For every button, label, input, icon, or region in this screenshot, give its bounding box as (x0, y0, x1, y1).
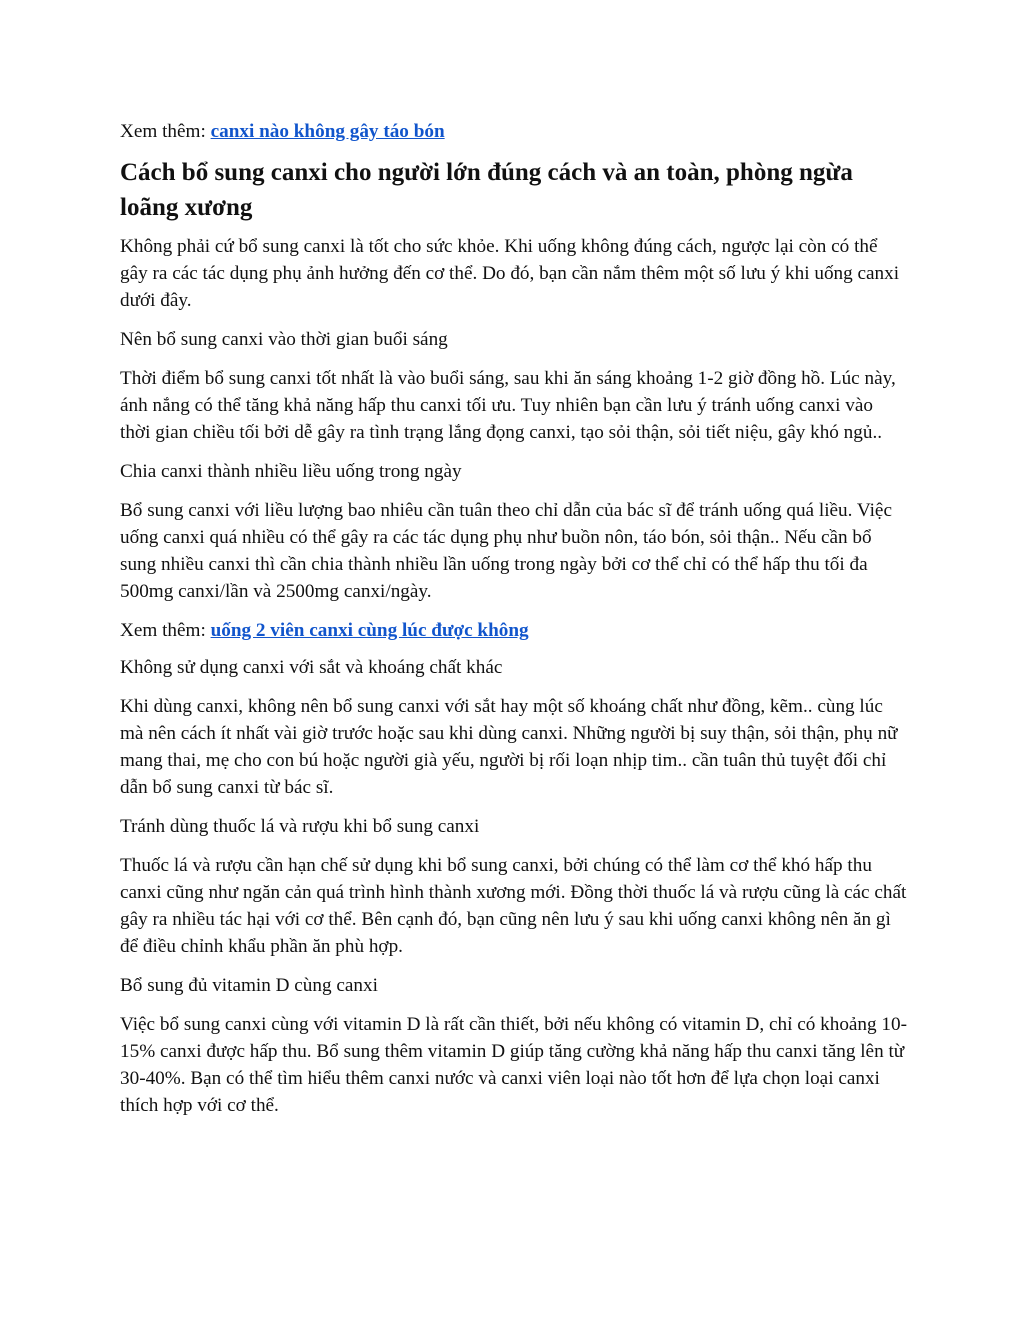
section-body-split-doses: Bổ sung canxi với liều lượng bao nhiêu cần tuân theo chỉ dẫn của bác sĩ để tránh uống quá liều. Việc uống canxi quá nhiều có thể gây ra các tác dụng phụ như buồn nôn, táo bón, sỏi thận.. Nếu cần bổ sung nhiều canxi thì cần chia thành nhiều lần uống trong ngày bởi cơ thể chỉ có thể hấp thu tối đa 500mg canxi/lần và 2500mg canxi/ngày. (120, 500, 892, 602)
section-body-vitamin-d: Việc bổ sung canxi cùng với vitamin D là rất cần thiết, bởi nếu không có vitamin D, chỉ có khoảng 10-15% canxi được hấp thu. Bổ sung thêm vitamin D giúp tăng cường khả năng hấp thu canxi tăng lên từ 30-40%. Bạn có thể tìm hiểu thêm canxi nước và canxi viên loại nào tốt hơn để lựa chọn loại canxi thích hợp với cơ thể. (120, 1014, 907, 1116)
section-body-iron-minerals: Khi dùng canxi, không nên bổ sung canxi với sắt hay một số khoáng chất như đồng, kẽm.. cùng lúc mà nên cách ít nhất vài giờ trước hoặc sau khi dùng canxi. Những người bị suy thận, sỏi thận, phụ nữ mang thai, mẹ cho con bú hoặc người già yếu, người bị rối loạn nhịp tim.. cần tuân thủ tuyệt đối chỉ dẫn bổ sung canxi từ bác sĩ. (120, 696, 898, 798)
see-more-link-2[interactable]: uống 2 viên canxi cùng lúc được không (210, 620, 529, 641)
see-more-prefix: Xem thêm: (120, 620, 211, 641)
see-more-link-1[interactable]: canxi nào không gây táo bón (210, 121, 445, 142)
section-body-tobacco-alcohol: Thuốc lá và rượu cần hạn chế sử dụng khi bổ sung canxi, bởi chúng có thể làm cơ thể khó hấp thu canxi cũng như ngăn cản quá trình hình thành xương mới. Đồng thời thuốc lá và rượu cũng là các chất gây ra nhiều tác hại với cơ thể. Bên cạnh đó, bạn cũng nên lưu ý sau khi uống canxi không nên ăn gì để điều chỉnh khẩu phần ăn phù hợp. (120, 855, 907, 957)
see-more-prefix: Xem thêm: (120, 121, 211, 142)
article-heading: Cách bổ sung canxi cho người lớn đúng cách và an toàn, phòng ngừa loãng xương (120, 159, 853, 221)
document-page (120, 118, 908, 1131)
section-body-morning: Thời điểm bổ sung canxi tốt nhất là vào buổi sáng, sau khi ăn sáng khoảng 1-2 giờ đồng hồ. Lúc này, ánh nắng có thể tăng khả năng hấp thu canxi tối ưu. Tuy nhiên bạn cần lưu ý tránh uống canxi vào thời gian chiều tối bởi dễ gây ra tình trạng lắng đọng canxi, tạo sỏi thận, sỏi tiết niệu, gây khó ngủ.. (120, 368, 896, 443)
section-title-morning: Nên bổ sung canxi vào thời gian buổi sáng (120, 329, 448, 350)
section-title-split-doses: Chia canxi thành nhiều liều uống trong ngày (120, 461, 462, 482)
see-more-2 (120, 617, 908, 644)
section-title-vitamin-d: Bổ sung đủ vitamin D cùng canxi (120, 975, 378, 996)
see-more-1 (120, 118, 908, 145)
intro-paragraph: Không phải cứ bổ sung canxi là tốt cho sức khỏe. Khi uống không đúng cách, ngược lại còn có thể gây ra các tác dụng phụ ảnh hưởng đến cơ thể. Do đó, bạn cần nắm thêm một số lưu ý khi uống canxi dưới đây. (120, 236, 900, 311)
section-title-tobacco-alcohol: Tránh dùng thuốc lá và rượu khi bổ sung canxi (120, 816, 480, 837)
section-title-iron-minerals: Không sử dụng canxi với sắt và khoáng chất khác (120, 657, 503, 678)
